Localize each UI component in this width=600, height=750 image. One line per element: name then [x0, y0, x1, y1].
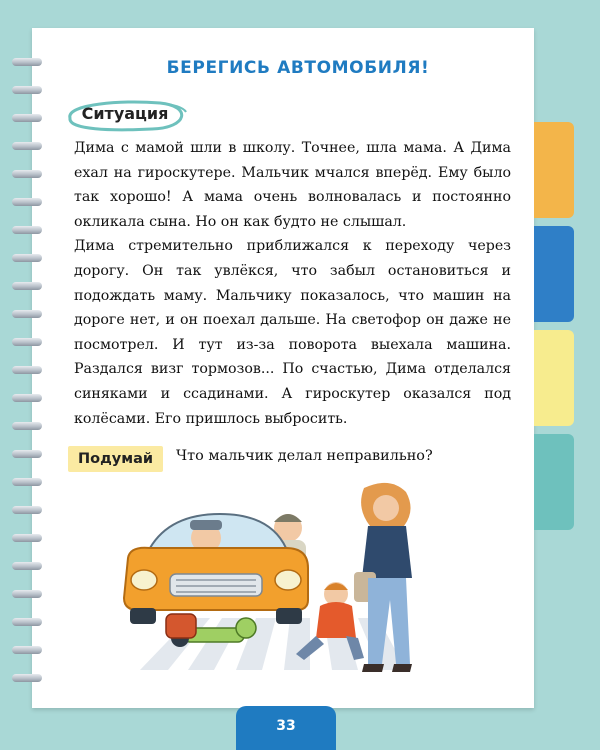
situation-label-text: Ситуация — [81, 104, 169, 123]
ring-icon — [12, 58, 42, 66]
ring-icon — [12, 534, 42, 542]
ring-icon — [12, 506, 42, 514]
ring-icon — [12, 254, 42, 262]
ring-icon — [12, 310, 42, 318]
ring-icon — [12, 170, 42, 178]
story-text — [74, 136, 511, 431]
page-title: БЕРЕГИСЬ АВТОМОБИЛЯ! — [166, 58, 430, 78]
ring-icon — [12, 198, 42, 206]
ring-icon — [12, 114, 42, 122]
page-number: 33 — [236, 706, 336, 750]
mother-icon — [354, 483, 412, 672]
car-crash-crosswalk-illustration — [110, 478, 440, 693]
spiral-binding — [12, 58, 46, 708]
tab-blue[interactable] — [534, 226, 574, 322]
ring-icon — [12, 450, 42, 458]
ring-icon — [12, 646, 42, 654]
ring-icon — [12, 366, 42, 374]
story-paragraph-1: Дима с мамой шли в школу. Точнее, шла мама. А Дима ехал на гироскутере. Мальчик мчался вперёд. Ему было так хорошо! А мама очень волновалась и постоянно окликала сына. Но он как будто не слышал. — [74, 140, 511, 230]
ring-icon — [12, 338, 42, 346]
ring-icon — [12, 86, 42, 94]
ring-icon — [12, 478, 42, 486]
ring-icon — [12, 590, 42, 598]
question-text: Что мальчик делал неправильно? — [176, 448, 433, 464]
ring-icon — [12, 226, 42, 234]
ring-icon — [12, 618, 42, 626]
situation-label — [62, 98, 188, 132]
think-label-text: Подумай — [77, 451, 154, 467]
tab-orange[interactable] — [534, 122, 574, 218]
tab-yellow[interactable] — [534, 330, 574, 426]
ring-icon — [12, 422, 42, 430]
tab-teal[interactable] — [534, 434, 574, 530]
think-label — [68, 446, 163, 472]
ring-icon — [12, 282, 42, 290]
ring-icon — [12, 562, 42, 570]
backpack-icon — [166, 614, 196, 638]
story-paragraph-2: Дима стремительно приближался к переходу через дорогу. Он так увлёкся, что забыл остановиться и подождать маму. Мальчику показалось, что машин на дороге нет, и он поехал дальше. На светофор он даже не посмотрел. И тут из-за поворота выехала машина. Раздался визг тормозов... По счастью, Дима отделался синяками и ссадинами. А гироскутер оказался под колёсами. Его пришлось выбросить. — [74, 238, 511, 427]
ring-icon — [12, 674, 42, 682]
ring-icon — [12, 394, 42, 402]
ring-icon — [12, 142, 42, 150]
